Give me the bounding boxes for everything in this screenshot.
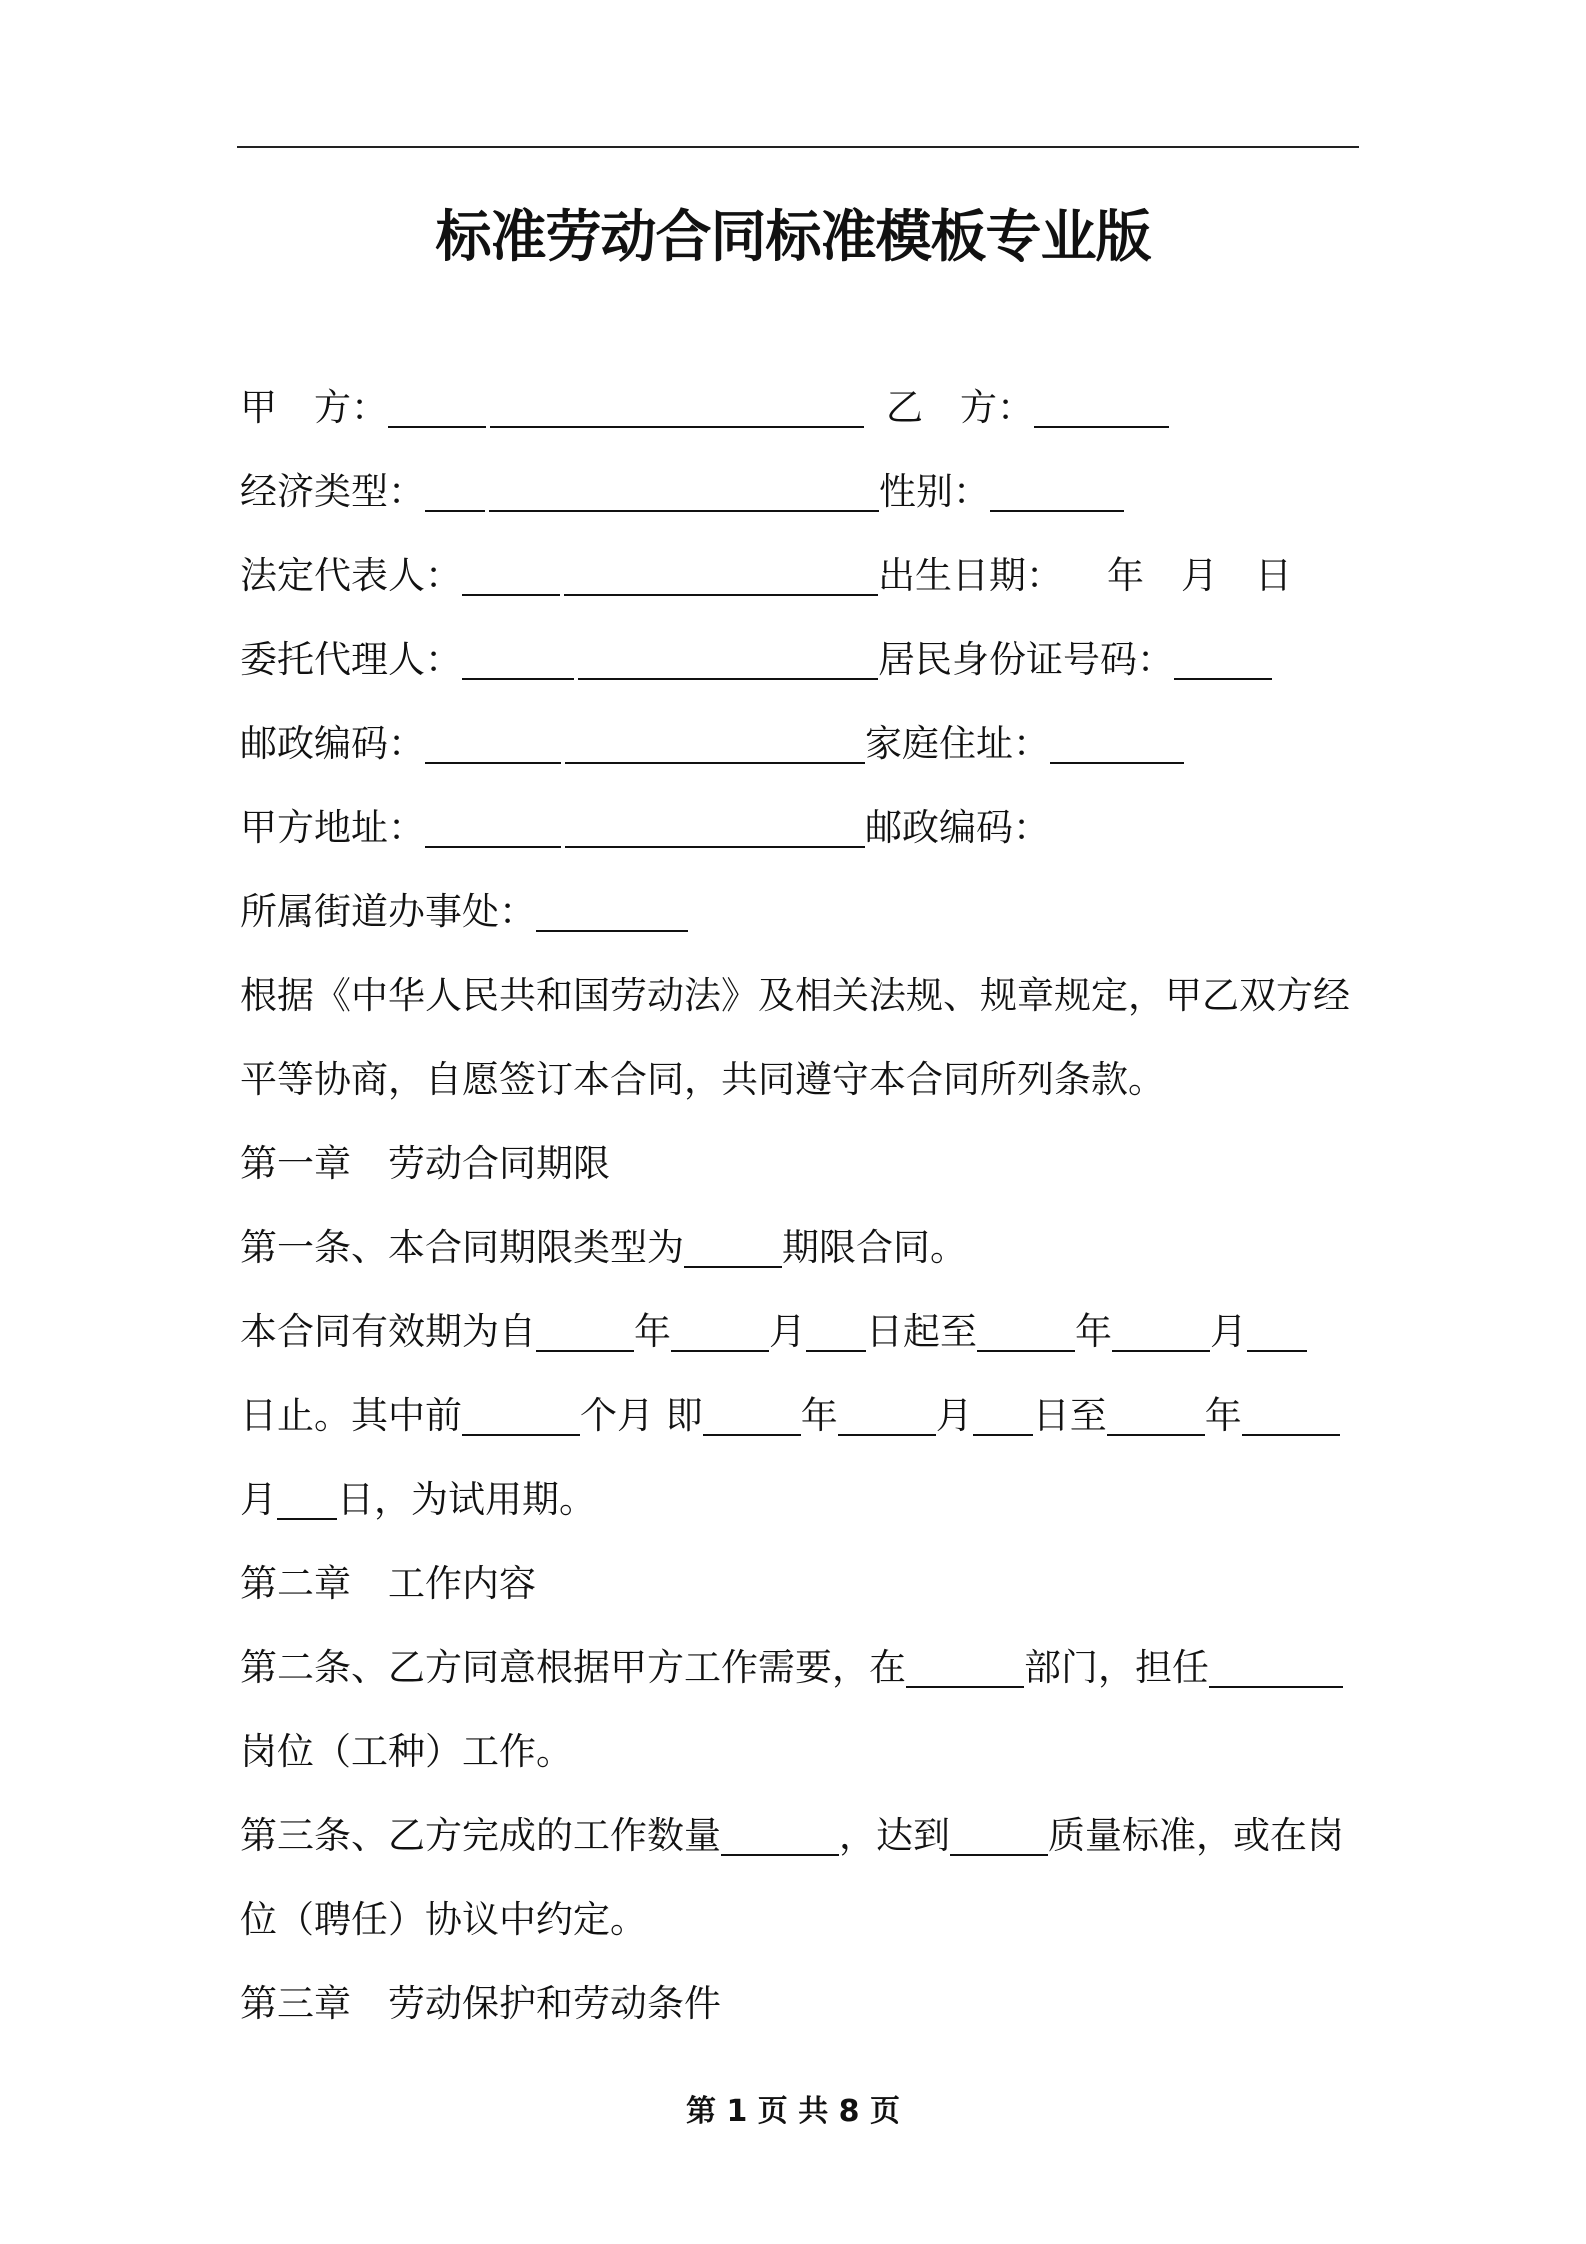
months-then-text: 个月 即 (580, 1394, 703, 1437)
home-address-label: 家庭住址： (865, 722, 1050, 765)
subdistrict-blank[interactable] (536, 929, 688, 932)
id-number-label: 居民身份证号码： (878, 638, 1174, 681)
month-unit: 月 (769, 1310, 806, 1353)
legal-rep-label: 法定代表人： (240, 554, 462, 597)
agent-line (240, 618, 1360, 702)
month-unit: 月 (1210, 1310, 1247, 1353)
id-number-blank[interactable] (1174, 677, 1272, 680)
article-2-text-b: 部门，担任 (1024, 1646, 1209, 1689)
year-unit: 年 (634, 1310, 671, 1353)
end-year-blank[interactable] (977, 1349, 1075, 1352)
period-line-3 (240, 1458, 1360, 1542)
year-unit: 年 (800, 1394, 838, 1437)
gender-blank[interactable] (990, 509, 1124, 512)
economic-type-blank-2[interactable] (489, 509, 879, 512)
header-rule (237, 146, 1359, 148)
article-3-text-b: ，达到 (839, 1814, 950, 1857)
article-2-line-2 (240, 1710, 1360, 1794)
birth-date-label: 出生日期： (878, 554, 1063, 597)
year-unit: 年 (1204, 1394, 1242, 1437)
preamble-line-2 (240, 1038, 1360, 1122)
postal-code-line (240, 702, 1360, 786)
article-1-line (240, 1206, 1360, 1290)
document-body (240, 366, 1360, 2046)
start-month-blank[interactable] (671, 1349, 769, 1352)
party-a-blank[interactable] (388, 425, 486, 428)
party-a-address-line (240, 786, 1360, 870)
party-b-blank[interactable] (1034, 425, 1169, 428)
position-blank[interactable] (1209, 1685, 1343, 1688)
party-a-label: 甲 方： (240, 386, 388, 429)
article-3-text-d: 位（聘任）协议中约定。 (240, 1898, 647, 1941)
article-1-text-b: 期限合同。 (782, 1226, 967, 1269)
probation-end-text: 日，为试用期。 (337, 1478, 596, 1521)
department-blank[interactable] (906, 1685, 1024, 1688)
probation-start-month-blank[interactable] (838, 1433, 936, 1436)
article-3-line-2 (240, 1878, 1360, 1962)
period-line-1 (240, 1290, 1360, 1374)
home-address-blank[interactable] (1050, 761, 1184, 764)
quality-standard-blank[interactable] (950, 1853, 1048, 1856)
article-2-text-a: 第二条、乙方同意根据甲方工作需要，在 (240, 1646, 906, 1689)
chapter-3-title: 第三章 劳动保护和劳动条件 (240, 1982, 721, 2025)
article-2-line-1 (240, 1626, 1360, 1710)
day-end-text: 日止。其中前 (240, 1394, 462, 1437)
probation-start-day-blank[interactable] (973, 1433, 1033, 1436)
agent-blank-2[interactable] (578, 677, 878, 680)
chapter-3-heading (240, 1962, 1360, 2046)
birth-date-units: 年 月 日 (1107, 554, 1292, 597)
legal-rep-blank[interactable] (462, 593, 560, 596)
postal-code-label-2: 邮政编码： (865, 806, 1050, 849)
legal-rep-line (240, 534, 1360, 618)
party-line (240, 366, 1360, 450)
chapter-2-title: 第二章 工作内容 (240, 1562, 536, 1605)
page-footer: 第 1 页 共 8 页 (686, 2094, 900, 2129)
agent-label: 委托代理人： (240, 638, 462, 681)
article-3-text-c: 质量标准，或在岗 (1048, 1814, 1344, 1857)
subdistrict-line (240, 870, 1360, 954)
chapter-2-heading (240, 1542, 1360, 1626)
probation-months-blank[interactable] (462, 1433, 580, 1436)
probation-end-year-blank[interactable] (1107, 1433, 1205, 1436)
day-to-text: 日至 (1032, 1394, 1107, 1437)
month-unit: 月 (935, 1394, 973, 1437)
end-day-blank[interactable] (1247, 1349, 1307, 1352)
article-1-text-a: 第一条、本合同期限类型为 (240, 1226, 684, 1269)
article-3-line-1 (240, 1794, 1360, 1878)
probation-end-month-blank[interactable] (1242, 1433, 1340, 1436)
day-from-text: 日起至 (866, 1310, 977, 1353)
end-month-blank[interactable] (1112, 1349, 1210, 1352)
gender-label: 性别： (879, 470, 990, 513)
legal-rep-blank-2[interactable] (564, 593, 878, 596)
economic-type-blank[interactable] (425, 509, 485, 512)
party-a-blank-2[interactable] (490, 425, 864, 428)
preamble-text-1: 根据《中华人民共和国劳动法》及相关法规、规章规定，甲乙双方经 (240, 974, 1350, 1017)
economic-type-label: 经济类型： (240, 470, 425, 513)
year-unit: 年 (1075, 1310, 1112, 1353)
postal-code-blank[interactable] (425, 761, 561, 764)
work-quantity-blank[interactable] (721, 1853, 839, 1856)
party-a-address-label: 甲方地址： (240, 806, 425, 849)
start-year-blank[interactable] (536, 1349, 634, 1352)
chapter-1-title: 第一章 劳动合同期限 (240, 1142, 610, 1185)
month-unit: 月 (240, 1478, 277, 1521)
party-a-address-blank-2[interactable] (565, 845, 865, 848)
probation-start-year-blank[interactable] (703, 1433, 801, 1436)
contract-type-blank[interactable] (684, 1265, 782, 1268)
party-a-address-blank[interactable] (425, 845, 561, 848)
start-day-blank[interactable] (806, 1349, 866, 1352)
postal-code-blank-2[interactable] (565, 761, 865, 764)
probation-end-day-blank[interactable] (277, 1517, 337, 1520)
article-2-text-c: 岗位（工种）工作。 (240, 1730, 573, 1773)
postal-code-label: 邮政编码： (240, 722, 425, 765)
economic-type-line (240, 450, 1360, 534)
agent-blank[interactable] (462, 677, 574, 680)
party-b-label: 乙 方： (886, 386, 1034, 429)
preamble-line-1 (240, 954, 1360, 1038)
subdistrict-label: 所属街道办事处： (240, 890, 536, 933)
document-title: 标准劳动合同标准模板专业版 (435, 205, 1151, 270)
preamble-text-2: 平等协商，自愿签订本合同，共同遵守本合同所列条款。 (240, 1058, 1165, 1101)
article-3-text-a: 第三条、乙方完成的工作数量 (240, 1814, 721, 1857)
chapter-1-heading (240, 1122, 1360, 1206)
period-start-text: 本合同有效期为自 (240, 1310, 536, 1353)
period-line-2 (240, 1374, 1360, 1458)
